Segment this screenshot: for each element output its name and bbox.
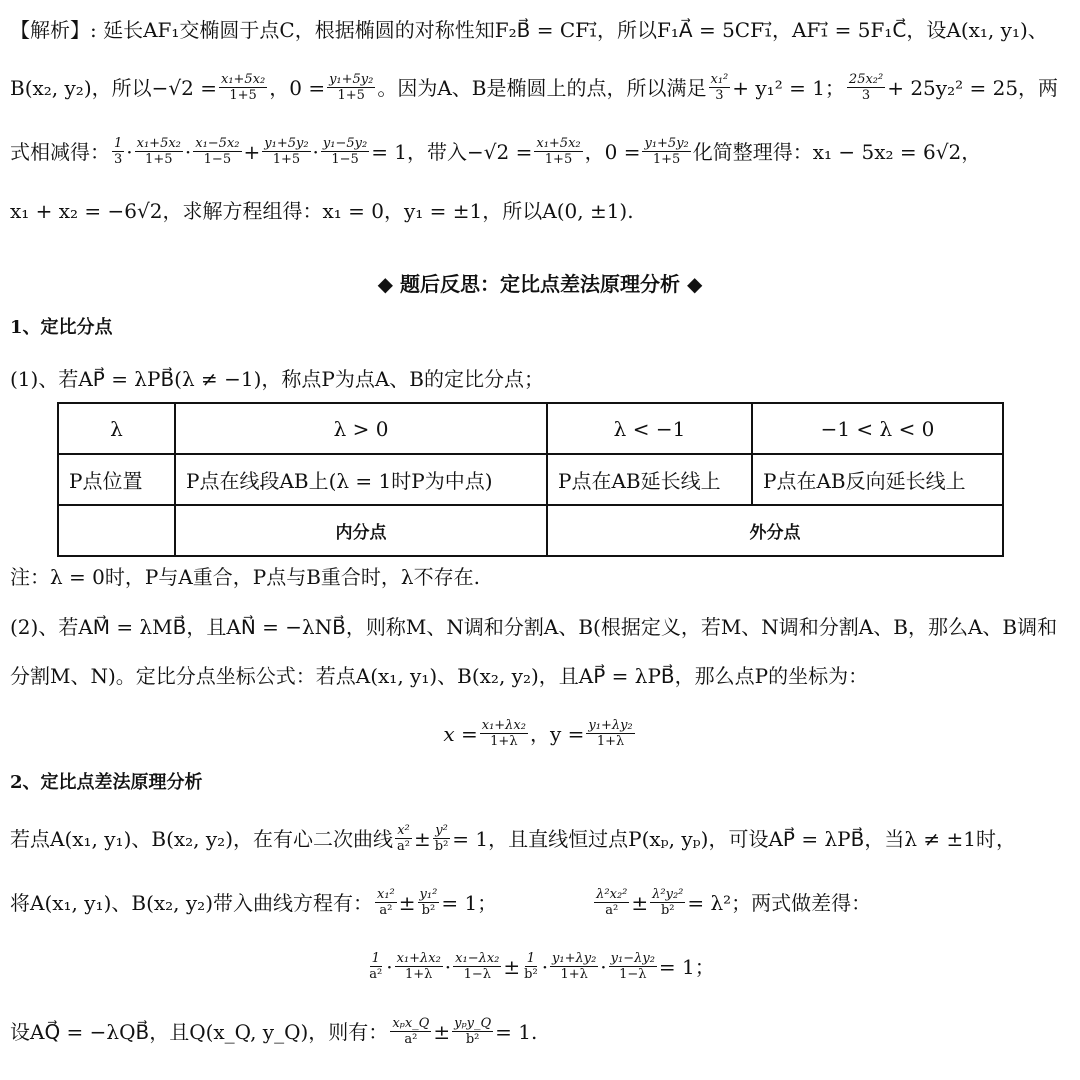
table-header-cell: λ — [58, 403, 175, 454]
analysis-line-1: 【解析】: 延长AF₁交椭圆于点C，根据椭圆的对称性知F₂B⃗ = CF₁⃗，所以F₁A⃗ = 5CF₁⃗，AF₁⃗ = 5F₁C⃗，设A(x₁, y₁)、 — [10, 18, 1048, 42]
fraction: $\frac{\text{x²}}{\text{a²}}$ — [397, 823, 410, 854]
fraction: $\frac{\text{x₁−λx₂}}{1-\lambda}$ — [455, 951, 500, 982]
section2-para2: 将A(x₁, y₁)、B(x₂, y₂)带入曲线方程有： $\frac{\text{x₁²}}{\text{a²}}$ ± $\frac{\text{y₁²}}{\text{b²}}$ = 1； $\frac{\text{λ²x₂²}}{\text{a²}}$ ± $\frac{\text{λ²y₂²}}{\text{b²}}$ = λ²；两式做差得： — [10, 887, 872, 918]
section-point-table — [57, 402, 1004, 557]
fraction: $\frac{\text{λ²y₂²}}{\text{b²}}$ — [652, 887, 684, 918]
fraction: $\frac{\text{y₁+λy₂}}{1+\lambda}$ — [552, 951, 597, 982]
table-cell: P点在AB反向延长线上 — [752, 454, 1003, 505]
table-row — [58, 454, 1003, 505]
section1-item1: (1)、若AP⃗ = λPB⃗(λ ≠ −1)，称点P为点A、B的定比分点； — [10, 367, 544, 391]
section1-item2-line2: 分割M、N)。定比分点坐标公式：若点A(x₁, y₁)、B(x₂, y₂)，且AP⃗ = λPB⃗，那么点P的坐标为： — [10, 664, 869, 688]
section2-heading: 2、定比点差法原理分析 — [10, 772, 203, 793]
fraction: $\frac{\text{x₁+5x₂}}{1+5}$ — [136, 136, 181, 167]
note: 注：λ = 0时，P与A重合，P点与B重合时，λ不存在. — [10, 565, 480, 589]
fraction: $\frac{\text{y₁+5y₂}}{1+5}$ — [264, 136, 309, 167]
table-cell: P点位置 — [58, 454, 175, 505]
reflection-title: ◆ 题后反思：定比点差法原理分析 ◆ — [377, 272, 703, 296]
section1-item2-line1: (2)、若AM⃗ = λMB⃗，且AN⃗ = −λNB⃗，则称M、N调和分割A、B(根据定义，若M、N调和分割A、B，那么A、B调和 — [10, 615, 1058, 639]
fraction: $\frac{\text{x₁+5x₂}}{1+5}$ — [536, 136, 581, 167]
fraction: $\frac{\text{y²}}{\text{b²}}$ — [434, 823, 449, 854]
analysis-line-2: B(x₂, y₂)，所以−√2 = $\frac{\text{x₁+5x₂}}{1+5}$ ，0 = $\frac{\text{y₁+5y₂}}{1+5}$ 。因为A、B是椭圆上的点，所以满足 $\frac{\text{x₁²}}{3}$ + y₁² = 1； $\frac{\text{25x₂²}}{3}$ + 25y₂² = 25，两 — [10, 72, 1059, 103]
fraction: $\frac{\text{y₁−5y₂}}{1-5}$ — [322, 136, 368, 167]
section2-para1: 若点A(x₁, y₁)、B(x₂, y₂)，在有心二次曲线 $\frac{\text{x²}}{\text{a²}}$ ± $\frac{\text{y²}}{\text{b²}}$ = 1，且直线恒过点P(xₚ, yₚ)，可设AP⃗ = λPB⃗，当λ ≠ ±1时， — [10, 823, 1016, 854]
fraction: $\frac{\text{yₚy\_Q}}{\text{b²}}$ — [454, 1016, 492, 1047]
analysis-line-3: 式相减得： $\frac{1}{3}$ · $\frac{\text{x₁+5x₂}}{1+5}$ · $\frac{\text{x₁−5x₂}}{1-5}$ + $\frac{\text{y₁+5y₂}}{1+5}$ · $\frac{\text{y₁−5y₂}}{1-5}$ = 1，带入−√2 = $\frac{\text{x₁+5x₂}}{1+5}$ ，0 = $\frac{\text{y₁+5y₂}}{1+5}$ 化简整理得：x₁ − 5x₂ = 6√2， — [10, 136, 982, 167]
table-row — [58, 403, 1003, 454]
table-cell — [58, 505, 175, 556]
fraction: $\frac{\text{x₁²}}{3}$ — [710, 72, 729, 103]
fraction: $\frac{\text{y₁−λy₂}}{1-\lambda}$ — [610, 951, 655, 982]
table-header-cell: λ < −1 — [547, 403, 752, 454]
table-row — [58, 505, 1003, 556]
table-cell: 外分点 — [547, 505, 1003, 556]
fraction: $\frac{\text{λ²x₂²}}{\text{a²}}$ — [596, 887, 628, 918]
fraction: $\frac{\text{xₚx\_Q}}{\text{a²}}$ — [392, 1016, 430, 1047]
fraction: $\frac{\text{x₁+λx₂}}{1+\lambda}$ — [481, 718, 526, 749]
analysis-line-4: x₁ + x₂ = −6√2，求解方程组得：x₁ = 0，y₁ = ±1，所以A(0, ±1). — [10, 199, 634, 223]
fraction: $\frac{\text{y₁+5y₂}}{1+5}$ — [644, 136, 689, 167]
table-cell: P点在线段AB上(λ = 1时P为中点) — [175, 454, 547, 505]
table-header-cell: −1 < λ < 0 — [752, 403, 1003, 454]
fraction: $\frac{\text{y₁+5y₂}}{1+5}$ — [329, 72, 374, 103]
fraction: $\frac{1}{\text{a²}}$ — [369, 951, 383, 982]
fraction: $\frac{1}{3}$ — [114, 136, 123, 167]
fraction: $\frac{\text{y₁+λy₂}}{1+\lambda}$ — [588, 718, 633, 749]
section2-para3: $\frac{1}{\text{a²}}$ · $\frac{\text{x₁+λx₂}}{1+\lambda}$ · $\frac{\text{x₁−λx₂}}{1-\lambda}$ ± $\frac{1}{\text{b²}}$ · $\frac{\text{y₁+λy₂}}{1+\lambda}$ · $\frac{\text{y₁−λy₂}}{1-\lambda}$ = 1； — [369, 951, 715, 982]
table-cell: P点在AB延长线上 — [547, 454, 752, 505]
section2-para4: 设AQ⃗ = −λQB⃗，且Q(x_Q, y_Q)，则有： $\frac{\text{xₚx\_Q}}{\text{a²}}$ ± $\frac{\text{yₚy\_Q}}{\text{b²}}$ = 1. — [10, 1016, 538, 1047]
fraction: $\frac{\text{x₁−5x₂}}{1-5}$ — [195, 136, 240, 167]
section1-heading: 1、定比分点 — [10, 317, 113, 338]
table-cell: 内分点 — [175, 505, 547, 556]
fraction: $\frac{\text{25x₂²}}{3}$ — [848, 72, 884, 103]
fraction: $\frac{\text{x₁²}}{\text{a²}}$ — [377, 887, 395, 918]
fraction: $\frac{1}{\text{b²}}$ — [524, 951, 538, 982]
table-header-cell: λ > 0 — [175, 403, 547, 454]
fraction: $\frac{\text{x₁+λx₂}}{1+\lambda}$ — [396, 951, 441, 982]
coord-formula: x = $\frac{\text{x₁+λx₂}}{1+\lambda}$ ，y = $\frac{\text{y₁+λy₂}}{1+\lambda}$ — [443, 718, 633, 749]
fraction: $\frac{\text{x₁+5x₂}}{1+5}$ — [220, 72, 266, 103]
fraction: $\frac{\text{y₁²}}{\text{b²}}$ — [419, 887, 438, 918]
